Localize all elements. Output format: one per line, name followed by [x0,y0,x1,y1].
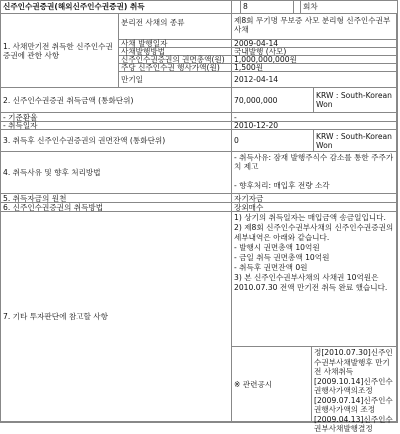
disclosure-item: [2009.10.14]신주인수권행사가액의조정 [314,376,393,395]
row-face-total-value: 1,000,000,000원 [232,56,397,64]
issue-unit: 회차 [300,1,397,13]
note-2: 2) 제8회 신주인수권부사채의 신주인수권증권의 세부내역은 아래와 같습니다. [234,223,394,242]
note-5: - 취득후 권면잔액 0원 [234,263,308,272]
note-1: 1) 상기의 취득일자는 매입금액 송금일입니다. [234,213,386,222]
section4-plan: - 향후처리: 매입후 전량 소각 [234,181,330,190]
disclosure-item: 정[2010.07.30]신주인수권부사채발행후 만기전 사채취득 [314,348,393,376]
section3-label: 3. 취득후 신주인수권증권의 권면잔액 (통화단위) [1,130,232,152]
section7-notes [232,212,397,347]
row-issue-method-key: 사채발행방법 [119,48,232,56]
section4-reason: - 취득사유: 잠재 발행주식수 감소를 통한 주주가치 제고 [234,153,394,171]
row-maturity-key: 만기일 [119,72,232,88]
disclosure-item: [2009.04.13]신주인수권부사채발행결정 [314,414,393,433]
acq-date-label: - 취득일자 [1,122,232,130]
row-issue-method-value: 국내발행 (사모) [232,48,397,56]
acq-date-value: 2010-12-20 [232,122,397,130]
section4-label: 4. 취득사유 및 향후 처리방법 [1,152,232,194]
section3-currency: KRW : South-Korean Won [314,130,397,152]
basis-rate-value: - [232,113,397,122]
section2-label: 2. 신주인수권증권 취득금액 (통화단위) [1,88,232,113]
section3-value: 0 [232,130,314,152]
row-bond-type-key: 분리전 사채의 종류 [119,14,232,40]
disclosure-item: [2009.07.14]신주인수권행사가액의 조정 [314,395,393,414]
disclosure-list [312,347,397,433]
row-exercise-price-key: 주당 신주인수권 행사가액(원) [119,64,232,72]
section7-label: 7. 기타 투자판단에 참고할 사항 [1,212,232,422]
row-maturity-value: 2012-04-14 [232,72,397,88]
note-6: 3) 본 신주인수권부사채의 사채권 10억원은 2010.07.30 전액 만기전 취득 완료 했습니다. [234,273,388,292]
row-face-total-key: 신주인수권증권의 권면총액(원) [119,56,232,64]
note-3: - 발행시 권면총액 10억원 [234,243,320,252]
row-bond-type-value: 제8회 무기명 무보증 사모 분리형 신주인수권부사채 [232,14,397,40]
title-bar [1,1,397,14]
section2-value: 70,000,000 [232,88,314,113]
section6-label: 6. 신주인수권증권의 취득방법 [1,203,232,212]
section1-label: 1. 사채만기전 취득한 신주인수권증권에 관한 사항 [1,14,119,88]
issue-number: 8 [240,1,294,13]
row-issue-date-key: 사채 발행일자 [119,40,232,48]
section6-value: 장외매수 [232,203,397,212]
basis-rate-label: - 기준환율 [1,113,232,122]
row-issue-date-value: 2009-04-14 [232,40,397,48]
form-title: 신주인수권증권(해외신주인수권증권) 취득 [1,1,232,13]
section4-value [232,152,397,194]
section5-value: 자기자금 [232,194,397,203]
section2-currency: KRW : South-Korean Won [314,88,397,113]
note-4: - 금일 취득 권면총액 10억원 [234,253,330,262]
disclosure-label: ※ 관련공시 [232,347,312,422]
section5-label: 5. 취득자금의 원천 [1,194,232,203]
row-exercise-price-value: 1,500원 [232,64,397,72]
